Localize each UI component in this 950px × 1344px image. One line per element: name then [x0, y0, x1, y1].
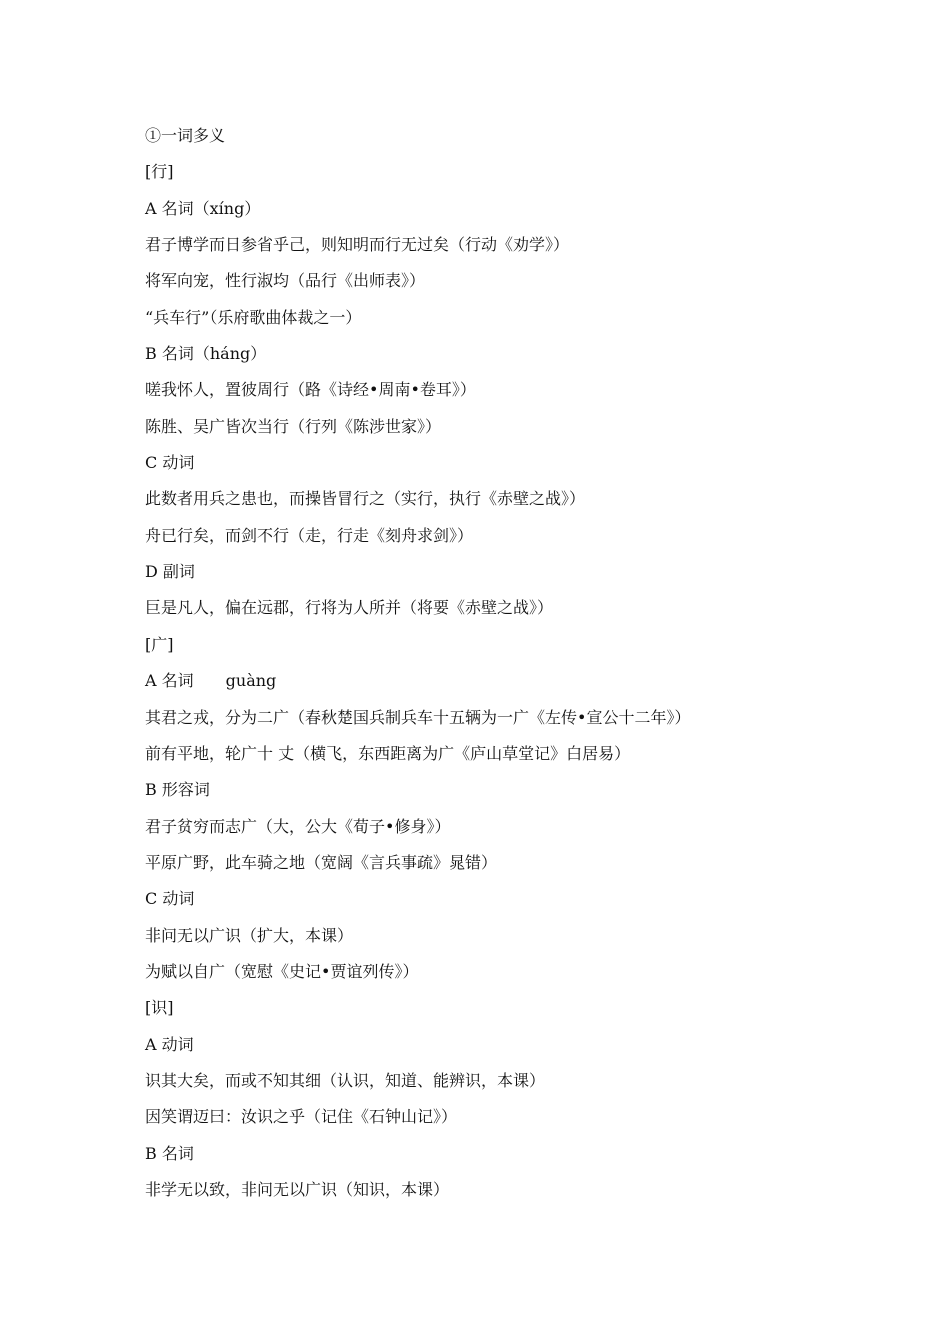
example-line: 巨是凡人，偏在远郡，行将为人所并（将要《赤壁之战》）: [145, 598, 554, 618]
example-line: 非问无以广识（扩大，本课）: [145, 925, 354, 945]
sense-label: B 名词（háng）: [145, 344, 267, 364]
example-line: 嗟我怀人，置彼周行（路《诗经•周南•卷耳》）: [145, 380, 476, 400]
sense-label: C 动词: [145, 889, 195, 909]
example-line: 其君之戎，分为二广（春秋楚国兵制兵车十五辆为一广《左传•宣公十二年》）: [145, 707, 691, 727]
example-line: 为赋以自广（宽慰《史记•贾谊列传》）: [145, 961, 419, 981]
entry-heading-shi: [识]: [145, 998, 174, 1018]
example-line: 君子贫穷而志广（大，公大《荀子•修身》）: [145, 816, 451, 836]
entry-heading-xing: [行]: [145, 162, 174, 182]
example-line: 因笑谓迈曰：汝识之乎（记住《石钟山记》）: [145, 1107, 458, 1127]
example-line: 舟已行矣，而剑不行（走，行走《刻舟求剑》）: [145, 525, 474, 545]
sense-label: D 副词: [145, 562, 195, 582]
sense-label: A 名词（xíng）: [145, 198, 261, 218]
example-line: 平原广野，此车骑之地（宽阔《言兵事疏》晁错）: [145, 852, 498, 872]
example-line: 前有平地，轮广十 丈（横飞，东西距离为广《庐山草堂记》白居易）: [145, 743, 631, 763]
sense-label: A 名词 guàng: [145, 671, 277, 691]
sense-label: C 动词: [145, 453, 195, 473]
example-line: 陈胜、吴广皆次当行（行列《陈涉世家》）: [145, 416, 442, 436]
example-line: 非学无以致，非问无以广识（知识，本课）: [145, 1179, 450, 1199]
document-page: [145, 125, 865, 1215]
example-line: 君子博学而日参省乎己，则知明而行无过矣（行动《劝学》）: [145, 235, 570, 255]
sense-label: B 名词: [145, 1143, 194, 1163]
sense-label: A 动词: [145, 1034, 194, 1054]
sense-label: B 形容词: [145, 780, 210, 800]
example-line: “兵车行”（乐府歌曲体裁之一）: [145, 307, 362, 327]
example-line: 将军向宠，性行淑均（品行《出师表》）: [145, 271, 426, 291]
entry-heading-guang: [广]: [145, 634, 174, 654]
example-line: 此数者用兵之患也，而操皆冒行之（实行，执行《赤壁之战》）: [145, 489, 586, 509]
example-line: 识其大矣，而或不知其细（认识，知道、能辨识，本课）: [145, 1070, 546, 1090]
section-heading: ①一词多义: [145, 126, 226, 145]
